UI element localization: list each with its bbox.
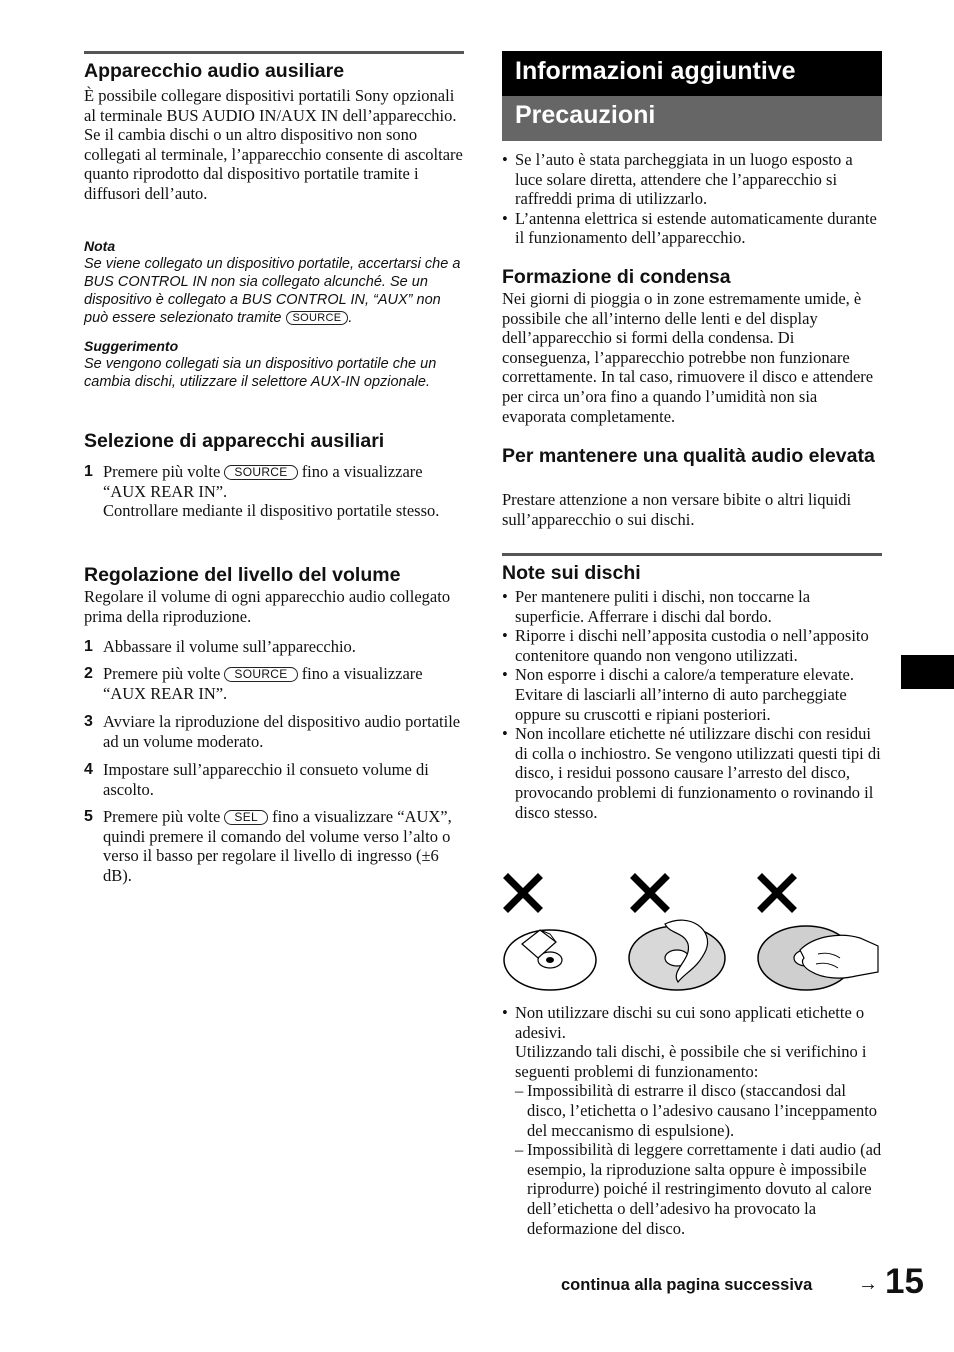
cross-icon <box>635 878 665 908</box>
step-text-a: Premere più volte <box>103 462 221 481</box>
dash-item: – Impossibilità di leggere correttamente i dati audio (ad esempio, la riproduzione salta oppure è impossibile riprodurre) poiché il restringimento dovuto al calore dell’etichetta o dell’adesivo ha provocato la deformazione del disco. <box>515 1140 882 1238</box>
step-text <box>103 462 464 521</box>
source-button-ref: SOURCE <box>224 667 297 682</box>
section-title-select: Selezione di apparecchi ausiliari <box>84 430 385 452</box>
list-item: • Non incollare etichette né utilizzare dischi con residui di colla o inchiostro. Se vengono utilizzati questi tipi di disco, i residui possono causare l’arresto del disco, provocando problemi di funzionamento o rovinando il disco stesso. <box>502 724 882 822</box>
dash-item: – Impossibilità di estrarre il disco (staccandosi dal disco, l’etichetta o l’adesivo causano l’inceppamento del meccanismo di espulsione). <box>515 1081 882 1140</box>
step-number: 2 <box>84 665 93 682</box>
aux-body: È possibile collegare dispositivi portatili Sony opzionali al terminale BUS AUDIO IN/AUX IN dell’apparecchio. Se il cambia dischi o un altro dispositivo non sono collegati al terminale, l’apparecchio consente di ascoltare quanto riprodotto dal dispositivo portatile tramite i diffusori dell’auto. <box>84 86 463 203</box>
disc-with-residue-icon <box>629 920 725 990</box>
step-number: 1 <box>84 463 93 480</box>
cross-icon <box>762 878 792 908</box>
step-text <box>103 664 464 703</box>
step-text: Avviare la riproduzione del dispositivo audio portatile ad un volume moderato. <box>103 712 461 751</box>
step-number: 5 <box>84 808 93 825</box>
volume-step-5 <box>84 807 464 885</box>
banner-subtitle: Precauzioni <box>515 101 656 129</box>
volume-step-4 <box>84 760 464 799</box>
section-title-discs: Note sui dischi <box>502 562 641 584</box>
disc-handling-illustrations <box>500 872 882 998</box>
section-title-volume: Regolazione del livello del volume <box>84 564 401 586</box>
list-item: • Se l’auto è stata parcheggiata in un luogo esposto a luce solare diretta, attendere che l’apparecchio si raffreddi prima di utilizzarlo. <box>502 150 882 209</box>
section-title-audio-quality: Per mantenere una qualità audio elevata <box>502 445 875 467</box>
step-number: 3 <box>84 713 93 730</box>
arrow-right-icon: → <box>858 1273 878 1295</box>
volume-body: Regolare il volume di ogni apparecchio audio collegato prima della riproduzione. <box>84 587 451 626</box>
step-text: Abbassare il volume sull’apparecchio. <box>103 637 356 656</box>
cross-icon <box>508 878 538 908</box>
banner-additional-info <box>502 51 882 96</box>
audio-quality-body: Prestare attenzione a non versare bibite o altri liquidi sull’apparecchio o sui dischi. <box>502 490 852 529</box>
step-text-b: fino a visualizzare “AUX REAR IN”. <box>103 462 423 501</box>
step-text-a: Premere più volte <box>103 807 221 826</box>
section-title-aux: Apparecchio audio ausiliare <box>84 60 345 82</box>
step-text <box>103 807 464 885</box>
banner-precautions <box>502 96 882 141</box>
volume-step-3 <box>84 712 464 751</box>
banner-title: Informazioni aggiuntive <box>515 57 796 85</box>
list-item <box>502 1003 882 1238</box>
label-warning-consequence: Utilizzando tali dischi, è possibile che si verifichino i seguenti problemi di funzionamento: <box>515 1042 867 1081</box>
discs-list <box>502 587 882 822</box>
disc-with-label-icon <box>504 930 596 990</box>
step-text-a: Premere più volte <box>103 664 221 683</box>
volume-step-2 <box>84 664 464 703</box>
condensation-body: Nei giorni di pioggia o in zone estremamente umide, è possibile che all’interno delle lenti e del display dell’apparecchio si formi della condensa. Di conseguenza, l’apparecchio potrebbe non funzionare correttamente. In tal caso, rimuovere il disco e attendere per circa un’ora fino a quando l’umidità non sia evaporata completamente. <box>502 289 874 426</box>
continue-text: continua alla pagina successiva <box>561 1276 813 1294</box>
step-text-b: fino a visualizzare “AUX REAR IN”. <box>103 664 423 703</box>
precautions-list <box>502 150 882 248</box>
step-text-b: fino a visualizzare “AUX”, quindi premere il comando del volume verso l’alto o verso il basso per regolare il livello di ingresso (±6 dB). <box>103 807 452 885</box>
list-item: • Non esporre i dischi a calore/a temperature elevate. Evitare di lasciarli all’interno di auto parcheggiate oppure su cruscotti e ripiani posteriori. <box>502 665 882 724</box>
list-item: • Per mantenere puliti i dischi, non toccarne la superficie. Afferrare i dischi dal bordo. <box>502 587 882 626</box>
section-title-condensation: Formazione di condensa <box>502 266 731 288</box>
disc-touched-by-hand-icon <box>758 926 878 990</box>
step-number: 4 <box>84 761 93 778</box>
label-warning-list <box>502 1003 882 1238</box>
step-number: 1 <box>84 638 93 655</box>
sel-button-ref: SEL <box>224 810 268 825</box>
label-warning-text: Non utilizzare dischi su cui sono applicati etichette o adesivi. <box>515 1003 865 1042</box>
source-button-ref: SOURCE <box>286 311 349 325</box>
note-title: Nota <box>84 238 116 254</box>
rule-discs <box>502 553 882 556</box>
note-text-body: Se viene collegato un dispositivo portatile, accertarsi che a BUS CONTROL IN non sia collegato alcunché. Se un dispositivo è collegato a BUS CONTROL IN, “AUX” non può essere selezionato tramite <box>84 256 461 326</box>
note-text <box>84 255 464 327</box>
step-text-c: Controllare mediante il dispositivo portatile stesso. <box>103 501 440 521</box>
select-step-1 <box>84 462 464 521</box>
section-tab-marker <box>901 655 954 689</box>
tip-title: Suggerimento <box>84 338 179 354</box>
source-button-ref: SOURCE <box>224 465 297 480</box>
list-item: • Riporre i dischi nell’apposita custodia o nell’apposito contenitore quando non vengono utilizzati. <box>502 626 882 665</box>
list-item: • L’antenna elettrica si estende automaticamente durante il funzionamento dell’apparecchio. <box>502 209 882 248</box>
top-rule-left <box>84 51 464 54</box>
volume-step-1 <box>84 637 464 657</box>
note-text-end: . <box>348 310 353 326</box>
page-number: 15 <box>885 1262 924 1301</box>
tip-text: Se vengono collegati sia un dispositivo portatile che un cambia dischi, utilizzare il selettore AUX-IN opzionale. <box>84 356 437 390</box>
step-text: Impostare sull’apparecchio il consueto volume di ascolto. <box>103 760 429 799</box>
